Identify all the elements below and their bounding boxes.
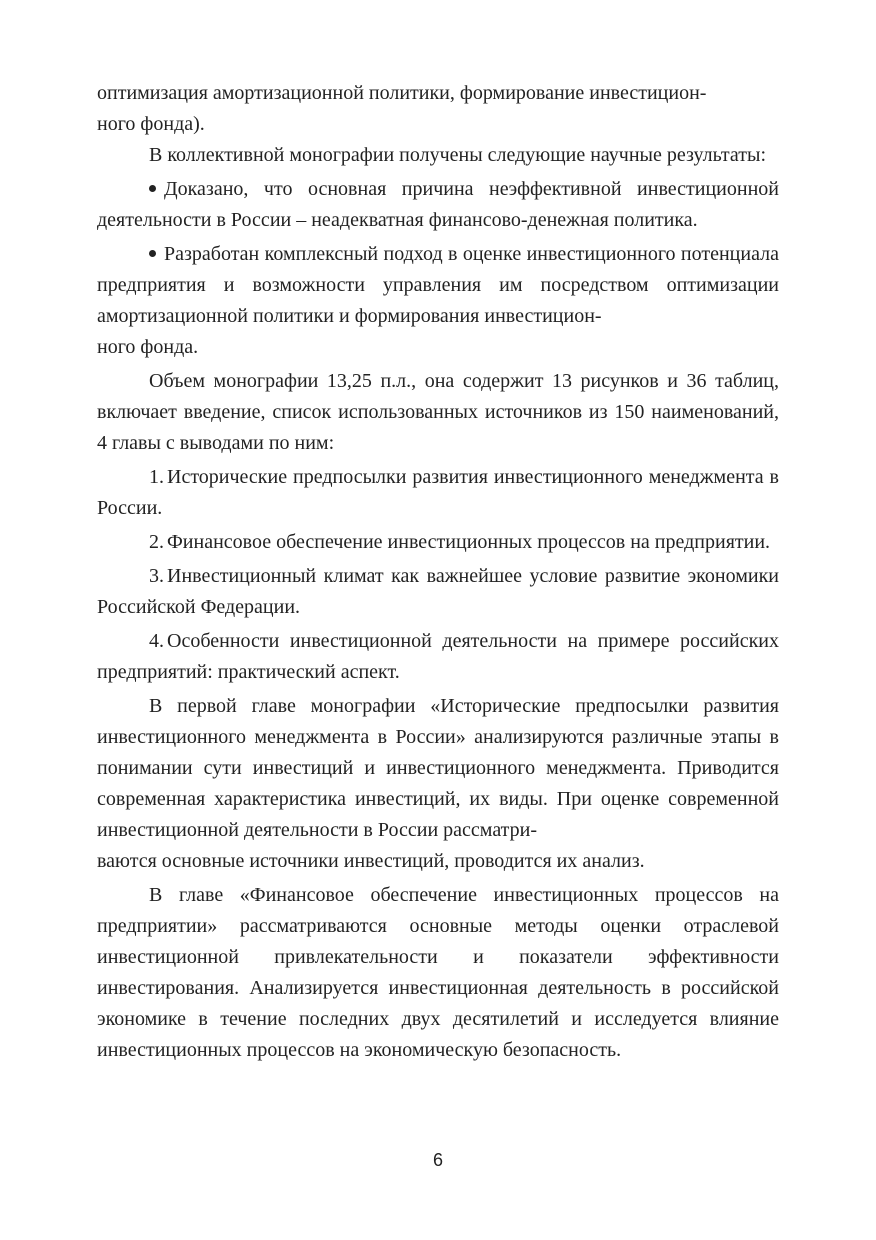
chapter-number: 1.	[149, 466, 164, 488]
paragraph-chapter-two-summary: В главе «Финансовое обеспечение инвестиционных процессов на предприятии» рассматриваются основные методы оценки отраслевой инвестиционной привлекательности и показатели эффективности инвестирования. Анализируется инвестиционная деятельность в российской экономике в течение последних двух десятилетий и исследуется влияние инвестиционных процессов на экономическую безопасность.	[97, 884, 779, 1061]
paragraph-volume: Объем монографии 13,25 п.л., она содержит 13 рисунков и 36 таблиц, включает введение, список использованных источников из 150 наименований, 4 главы с выводами по ним:	[97, 370, 779, 454]
chapter-title: Исторические предпосылки развития инвестиционного менеджмента в России.	[97, 466, 779, 519]
bullet-item-1	[97, 174, 779, 236]
bullet-icon	[149, 185, 156, 192]
chapter-item-1	[97, 462, 779, 524]
bullet-item-2	[97, 239, 779, 363]
bullet-text-2: Разработан комплексный подход в оценке инвестиционного потенциала предприятия и возможности управления им посредством оптимизации амортизационной политики и формирования инвестицион- ного фонда.	[97, 243, 779, 358]
page-number: 6	[432, 1150, 443, 1170]
chapter-item-2	[97, 527, 779, 558]
bullet-icon	[149, 250, 156, 257]
paragraph-continuation: оптимизация амортизационной политики, формирование инвестицион- ного фонда).	[97, 82, 707, 135]
chapter-title: Инвестиционный климат как важнейшее условие развитие экономики Российской Федерации.	[97, 565, 779, 618]
chapter-item-3	[97, 561, 779, 623]
chapter-item-4	[97, 626, 779, 688]
chapter-title: Особенности инвестиционной деятельности на примере российских предприятий: практический аспект.	[97, 630, 779, 683]
chapter-number: 3.	[149, 565, 164, 587]
document-body	[97, 78, 779, 1066]
paragraph-chapter-one-summary: В первой главе монографии «Исторические предпосылки развития инвестиционного менеджмента в России» анализируются различные этапы в понимании сути инвестиций и инвестиционного менеджмента. Приводится современная характеристика инвестиций, их виды. При оценке современной инвестиционной деятельности в России рассматри- ваются основные источники инвестиций, проводится их анализ.	[97, 695, 779, 872]
bullet-text-1: Доказано, что основная причина неэффективной инвестиционной деятельности в России – неадекватная финансово-денежная политика.	[97, 178, 779, 231]
paragraph-results-intro: В коллективной монографии получены следующие научные результаты:	[149, 144, 767, 166]
chapter-number: 2.	[149, 531, 164, 553]
chapter-number: 4.	[149, 630, 164, 652]
chapter-title: Финансовое обеспечение инвестиционных процессов на предприятии.	[167, 531, 771, 553]
